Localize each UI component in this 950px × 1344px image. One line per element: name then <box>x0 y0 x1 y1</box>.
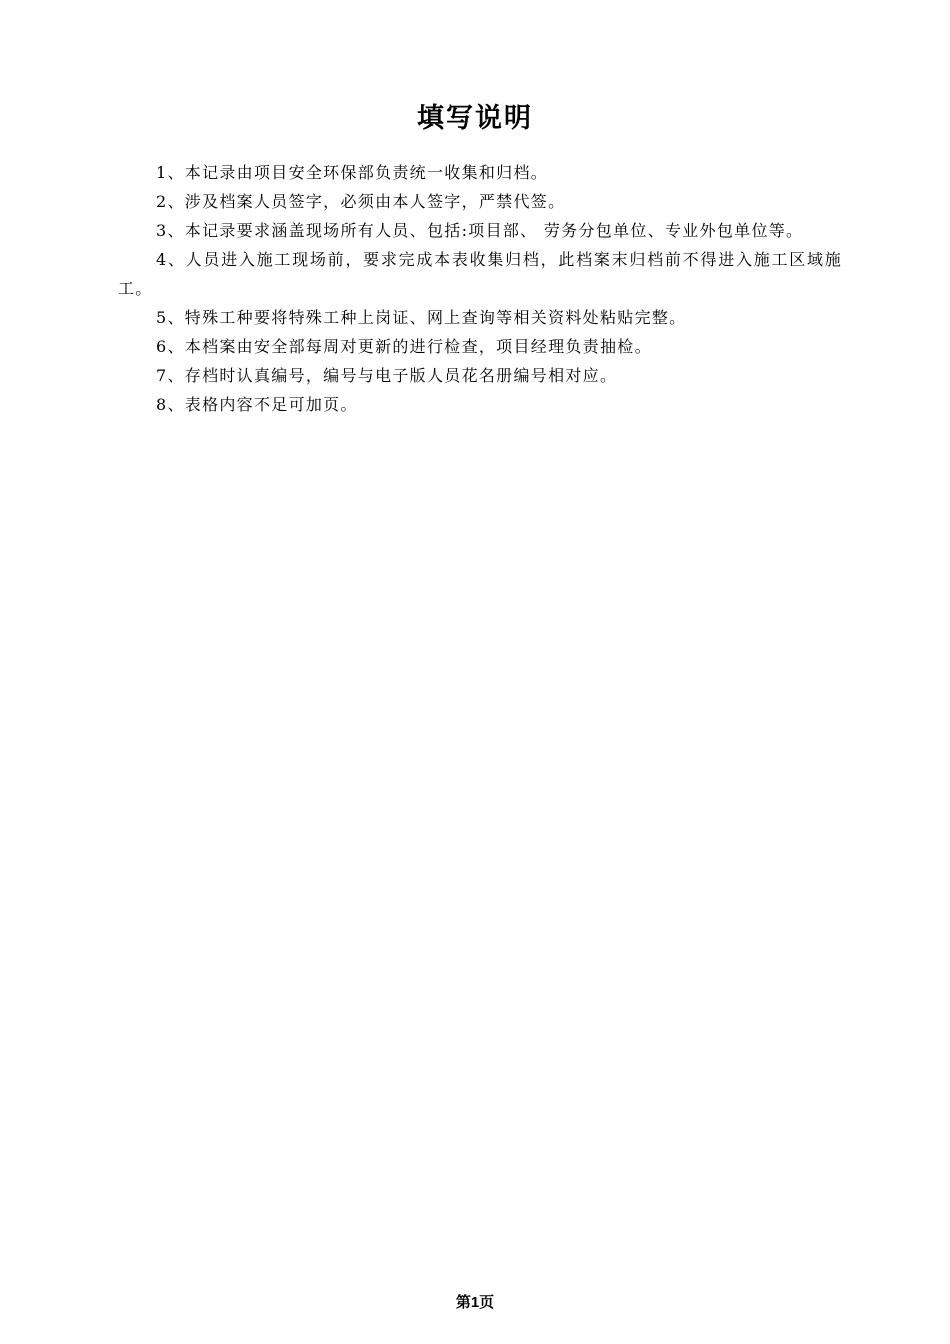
page-number: 第1页 <box>455 1294 495 1311</box>
instruction-item-3: 3、本记录要求涵盖现场所有人员、包括:项目部、 劳务分包单位、专业外包单位等。 <box>156 221 804 240</box>
instruction-item-5: 5、特殊工种要将特殊工种上岗证、网上查询等相关资料处粘贴完整。 <box>156 308 687 327</box>
instruction-item-2: 2、涉及档案人员签字，必须由本人签字，严禁代签。 <box>156 192 566 211</box>
instruction-item-7: 7、存档时认真编号，编号与电子版人员花名册编号相对应。 <box>156 366 618 385</box>
instruction-item-1: 1、本记录由项目安全环保部负责统一收集和归档。 <box>156 163 549 182</box>
instruction-list <box>118 158 842 419</box>
instruction-item-6: 6、本档案由安全部每周对更新的进行检查，项目经理负责抽检。 <box>156 337 652 356</box>
page-title: 填写说明 <box>417 103 533 135</box>
instruction-item-8: 8、表格内容不足可加页。 <box>156 395 358 414</box>
instruction-item-4: 4、人员进入施工现场前，要求完成本表收集归档，此档案末归档前不得进入施工区域施工。 <box>118 250 842 298</box>
